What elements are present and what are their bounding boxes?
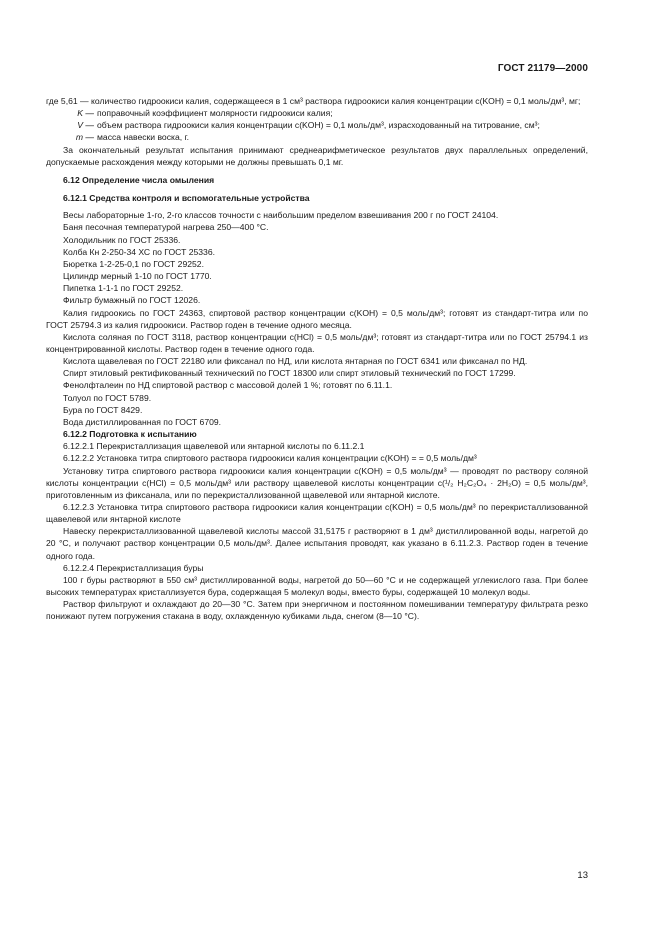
prep-paragraph: 100 г буры растворяют в 550 см³ дистиллированной воды, нагретой до 50—60 °С и не содержащей углекислого газа. При более высоких температурах кристаллизуется бура, содержащая 5 молекул воды, вместо буры, содержащей 10 молекул воды. [46,574,588,598]
equipment-item: Колба Кн 2-250-34 ХС по ГОСТ 25336. [63,246,215,257]
equipment-item: Холодильник по ГОСТ 25336. [63,234,181,245]
definition-m [63,131,588,143]
equipment-item: Цилиндр мерный 1-10 по ГОСТ 1770. [63,271,212,282]
formula-explanation: где 5,61 — количество гидроокиси калия, содержащееся в 1 см³ раствора гидроокиси калия концентрации c(KOH) = 0,1 моль/дм³, мг; [46,96,581,106]
prep-paragraph: Установку титра спиртового раствора гидроокиси калия концентрации c(KOH) = 0,5 моль/дм³ — проводят по раствору соляной кислоты концентрации c(HCl) = 0,5 моль/дм³ или раствору щавелевой кислоты концентрации c(¹/₂ H₂C₂O₄ · 2H₂O) = 0,5 моль/дм³, приготовленным из фиксанала, или по перекристаллизованной щавелевой или янтарной кислоте. [46,465,588,500]
prep-paragraph: 6.12.2.3 Установка титра спиртового раствора гидроокиси калия концентрации c(KOH) = 0,5 моль/дм³ по перекристаллизованной щавелевой или янтарной кислоте [46,502,588,525]
definition-symbol: m — [75,132,94,143]
definition-symbol: V — [77,120,94,131]
equipment-item: Бюретка 1-2-25-0,1 по ГОСТ 29252. [63,258,204,269]
equipment-item: Калия гидроокись по ГОСТ 24363, спиртовой раствор концентрации c(KOH) = 0,5 моль/дм³; готовят из стандарт-титра или по ГОСТ 25794.3 из калия гидроокиси. Раствор годен в течение одного месяца. [46,307,588,330]
prep-paragraph: Навеску перекристаллизованной щавелевой кислоты массой 31,5175 г растворяют в 1 дм³ дистиллированной воды, нагретой до 20 °С, и получают раствор концентрации 0,5 моль/дм³. Далее испытания проводят, как указано в 6.11.2.3. Раствор годен в течение одного года. [46,526,588,561]
section-heading-6-12-1: 6.12.1 Средства контроля и вспомогательные устройства [63,193,310,204]
equipment-item: Пипетка 1-1-1 по ГОСТ 29252. [63,283,184,294]
prep-paragraph: 6.12.2.1 Перекристаллизация щавелевой или янтарной кислоты по 6.11.2.1 [63,441,365,452]
equipment-item: Кислота щавелевая по ГОСТ 22180 или фиксанал по НД, или кислота янтарная по ГОСТ 6341 или фиксанал по НД. [63,356,528,367]
final-result-paragraph: За окончательный результат испытания принимают среднеарифметическое результатов двух параллельных определений, допускаемые расхождения между которыми не должны превышать 0,1 мг. [46,144,588,167]
definition-symbol: K — [77,108,94,119]
prep-paragraph: 6.12.2.4 Перекристаллизация буры [63,562,204,573]
definition-v [63,119,588,131]
equipment-item: Баня песочная температурой нагрева 250—400 °С. [63,222,269,233]
equipment-item: Фильтр бумажный по ГОСТ 12026. [63,295,201,306]
section-heading-6-12-2: 6.12.2 Подготовка к испытанию [63,429,197,440]
equipment-item: Кислота соляная по ГОСТ 3118, раствор концентрации c(HCl) = 0,5 моль/дм³; готовят из стандарт-титра или по ГОСТ 25794.1 из концентрированной кислоты. Раствор годен в течение одного года. [46,331,588,354]
variable-definitions [46,107,588,143]
prep-paragraph: Раствор фильтруют и охлаждают до 20—30 °С. Затем при энергичном и постоянном помешивании температуру фильтрата резко понижают путем погружения стакана в воду, охлажденную кубиками льда, снегом (8—10 °С). [46,599,588,622]
equipment-item: Фенолфталеин по НД спиртовой раствор с массовой долей 1 %; готовят по 6.11.1. [63,380,393,391]
equipment-item: Весы лабораторные 1-го, 2-го классов точности с наибольшим пределом взвешивания 200 г по ГОСТ 24104. [63,210,499,221]
doc-code-header: ГОСТ 21179—2000 [497,63,588,74]
page-number: 13 [577,870,588,881]
prep-paragraph: 6.12.2.2 Установка титра спиртового раствора гидроокиси калия концентрации c(KOH) = = 0,5 моль/дм³ [63,453,477,464]
definition-text: масса навески воска, г. [97,132,189,143]
definition-text: объем раствора гидроокиси калия концентрации c(KOH) = 0,1 моль/дм³, израсходованный на титрование, см³; [97,120,540,131]
equipment-item: Вода дистиллированная по ГОСТ 6709. [63,416,222,427]
definition-k [63,107,588,119]
definition-text: поправочный коэффициент молярности гидроокиси калия; [97,108,333,119]
equipment-item: Толуол по ГОСТ 5789. [63,392,152,403]
equipment-item: Спирт этиловый ректификованный технический по ГОСТ 18300 или спирт этиловый технический по ГОСТ 17299. [63,368,516,379]
section-heading-6-12: 6.12 Определение числа омыления [63,174,215,185]
document-page [46,0,588,935]
document-body [46,95,588,623]
equipment-item: Бура по ГОСТ 8429. [63,404,143,415]
